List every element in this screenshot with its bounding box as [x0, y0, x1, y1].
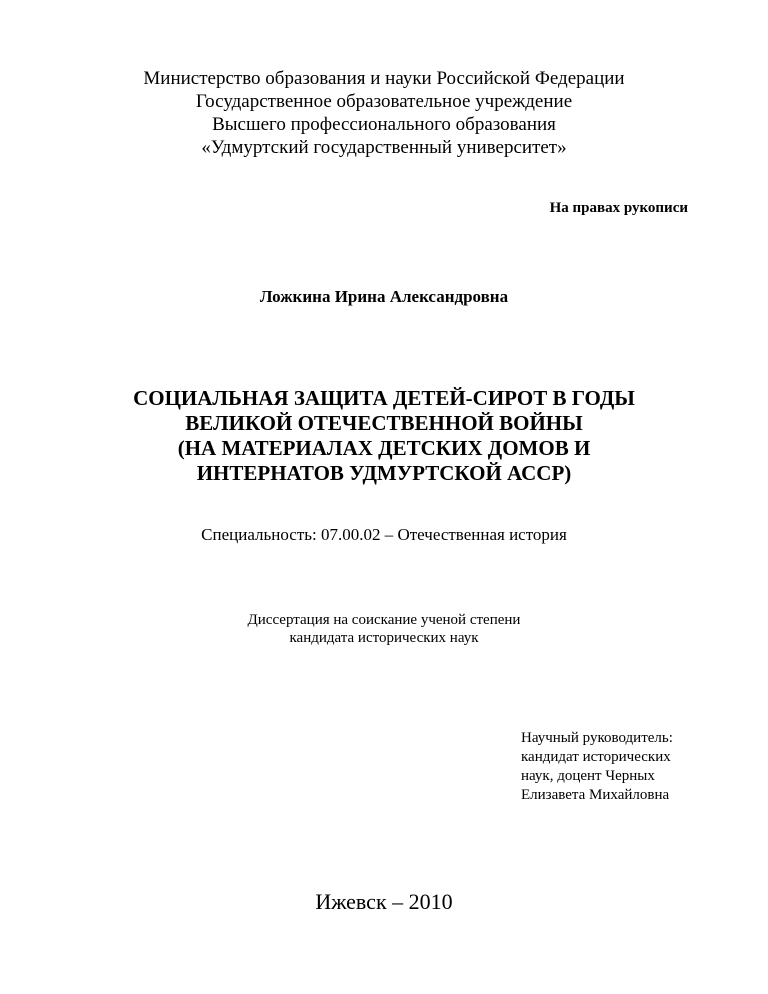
institution-line: Государственное образовательное учреждение: [195, 91, 573, 112]
specialty: Специальность: 07.00.02 – Отечественная история: [201, 525, 567, 544]
title-line: СОЦИАЛЬНАЯ ЗАЩИТА ДЕТЕЙ-СИРОТ В ГОДЫ: [133, 386, 635, 410]
supervisor-line: наук, доцент Черных: [521, 768, 655, 784]
supervisor-line: Научный руководитель:: [521, 730, 673, 746]
degree-line: Диссертация на соискание ученой степени: [247, 612, 521, 628]
degree-line: кандидата исторических наук: [289, 630, 479, 646]
thesis-title: [0, 386, 768, 486]
title-line: (НА МАТЕРИАЛАХ ДЕТСКИХ ДОМОВ И: [177, 436, 591, 460]
title-line: ИНТЕРНАТОВ УДМУРТСКОЙ АССР): [196, 461, 572, 485]
institution-header: [0, 67, 768, 159]
institution-line: Министерство образования и науки Российской Федерации: [143, 68, 625, 89]
supervisor-line: Елизавета Михайловна: [521, 787, 670, 803]
title-line: ВЕЛИКОЙ ОТЕЧЕСТВЕННОЙ ВОЙНЫ: [185, 411, 583, 435]
institution-line: «Удмуртский государственный университет»: [201, 137, 567, 158]
city-year: Ижевск – 2010: [315, 889, 453, 914]
supervisor-line: кандидат исторических: [521, 749, 671, 765]
degree-statement: [0, 611, 768, 647]
institution-line: Высшего профессионального образования: [212, 114, 556, 135]
manuscript-note: На правах рукописи: [549, 200, 688, 216]
author-name: Ложкина Ирина Александровна: [259, 287, 509, 306]
supervisor-block: [521, 729, 751, 805]
